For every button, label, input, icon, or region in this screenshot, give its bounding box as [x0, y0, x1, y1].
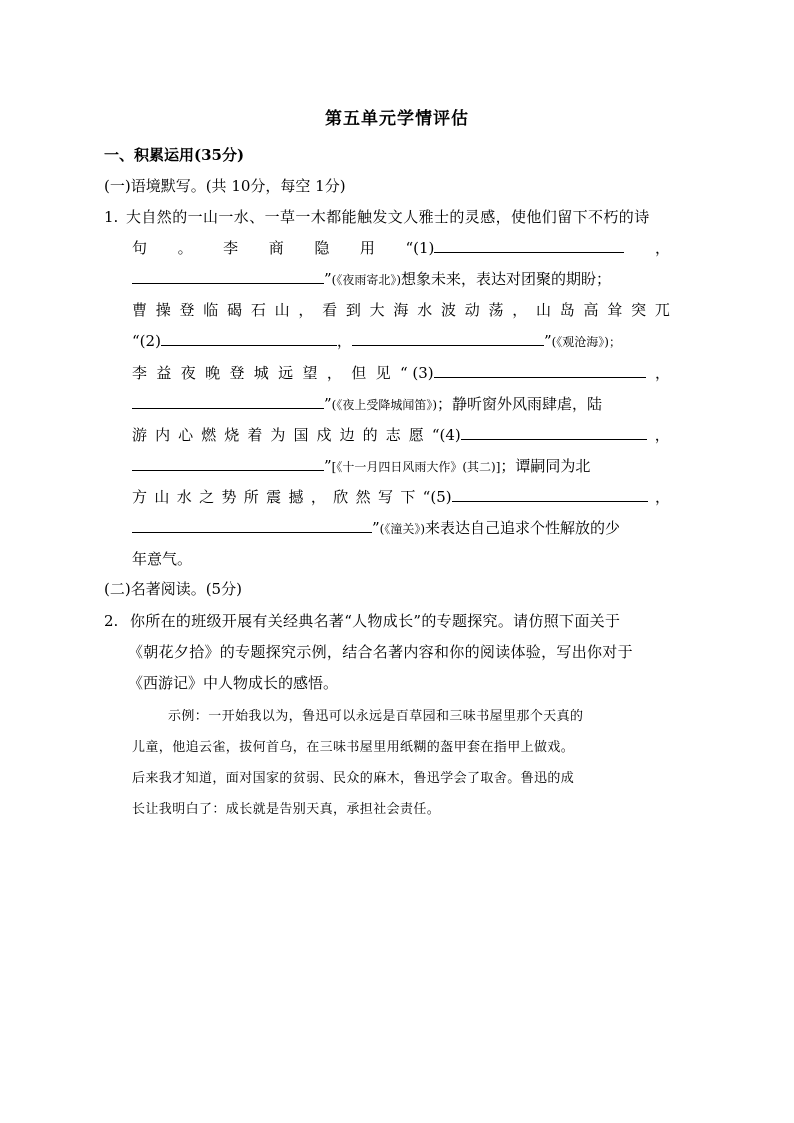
- source-title: (《夜雨寄北》): [331, 273, 402, 287]
- char: 李: [223, 239, 239, 257]
- char: 操: [155, 301, 171, 319]
- char: 夜: [180, 364, 196, 382]
- char: 突: [631, 301, 647, 319]
- char: 欣: [333, 488, 349, 506]
- blank-label: “(2): [132, 332, 161, 350]
- char: 然: [355, 488, 371, 506]
- char: 山: [154, 488, 170, 506]
- part-heading: (二)名著阅读。(5分): [104, 580, 242, 598]
- char: 高: [583, 301, 599, 319]
- char: ，: [336, 332, 352, 350]
- question-line: [132, 424, 670, 446]
- char: 用: [359, 239, 375, 257]
- answer-blank-4a[interactable]: [461, 425, 647, 440]
- question-line: [132, 517, 620, 540]
- question-line: [132, 268, 611, 291]
- char: 为: [270, 426, 286, 444]
- quote-mark: ”: [372, 519, 380, 537]
- example-text: 后来我才知道，面对国家的贫弱、民众的麻木，鲁迅学会了取舍。鲁迅的成: [132, 771, 575, 786]
- question-text: 来表达自己追求个性解放的少: [425, 519, 621, 537]
- char: 但: [351, 364, 367, 382]
- question-text: 你所在的班级开展有关经典名著“人物成长”的专题探究。请仿照下面关于: [130, 612, 621, 630]
- char: 内: [155, 426, 171, 444]
- char: 所: [243, 488, 259, 506]
- char: ，: [654, 488, 670, 506]
- source-title: [《十一月四日风雨大作》(其二)]: [331, 460, 501, 474]
- char: 城: [253, 364, 269, 382]
- char: 石: [250, 301, 266, 319]
- blank-label: “ (3): [399, 364, 434, 382]
- char: 登: [229, 364, 245, 382]
- char: 见: [375, 364, 391, 382]
- char: 李: [132, 364, 148, 382]
- char: 耸: [607, 301, 623, 319]
- char: 商: [268, 239, 284, 257]
- char: 燃: [201, 426, 217, 444]
- char: 愿: [408, 426, 424, 444]
- char: ，: [512, 301, 528, 319]
- answer-blank-2a[interactable]: [161, 331, 337, 346]
- char: 下: [400, 488, 416, 506]
- question-text: 想象未来，表达对团聚的期盼；: [401, 270, 612, 288]
- example-text: 长让我明白了：成长就是告别天真，承担社会责任。: [132, 802, 441, 817]
- quote-mark: ”: [324, 457, 332, 475]
- question-line: [132, 393, 602, 416]
- question-text: 大自然的一山一水、一草一木都能触发文人雅士的灵感，使他们留下不朽的诗: [126, 208, 650, 226]
- question-text: ；谭嗣同为北: [500, 457, 591, 475]
- char: ，: [654, 426, 670, 444]
- char: 碣: [227, 301, 243, 319]
- answer-blank-3b[interactable]: [132, 394, 324, 409]
- question-line: 年意气。: [132, 550, 193, 568]
- char: 曹: [132, 301, 148, 319]
- blank-item: [405, 237, 624, 259]
- quote-mark: ”: [543, 332, 552, 350]
- char: 兀: [654, 301, 670, 319]
- char: 看: [322, 301, 338, 319]
- source-title: (《潼关》): [379, 522, 426, 536]
- char: 山: [536, 301, 552, 319]
- char: 水: [176, 488, 192, 506]
- quote-mark: ”: [324, 395, 332, 413]
- char: 句: [132, 239, 148, 257]
- question-text: 《朝花夕拾》的专题探究示例，结合名著内容和你的阅读体验，写出你对于: [128, 643, 633, 661]
- section-heading: 一、积累运用(35分): [104, 146, 245, 164]
- char: 边: [339, 426, 355, 444]
- char: 国: [293, 426, 309, 444]
- char: 晚: [205, 364, 221, 382]
- char: 戍: [316, 426, 332, 444]
- answer-blank-4b[interactable]: [132, 456, 324, 471]
- char: ，: [310, 488, 326, 506]
- char: 波: [440, 301, 456, 319]
- char: 写: [377, 488, 393, 506]
- blank-label: “(1): [405, 239, 435, 257]
- char: 岛: [559, 301, 575, 319]
- part-heading: (一)语境默写。(共 10分，每空 1分): [104, 177, 346, 195]
- question-line: [132, 299, 670, 321]
- blank-item: [432, 424, 647, 446]
- question-line: [132, 455, 590, 478]
- char: 势: [221, 488, 237, 506]
- char: ，: [298, 301, 314, 319]
- answer-blank-3a[interactable]: [434, 363, 646, 378]
- char: 临: [203, 301, 219, 319]
- question-number: 2.: [104, 612, 119, 630]
- char: 隐: [314, 239, 330, 257]
- char: 震: [266, 488, 282, 506]
- answer-blank-2b[interactable]: [352, 331, 544, 346]
- char: 远: [278, 364, 294, 382]
- answer-blank-1a[interactable]: [434, 238, 624, 253]
- char: 心: [178, 426, 194, 444]
- answer-blank-5a[interactable]: [452, 487, 648, 502]
- question-line: [132, 330, 621, 353]
- blank-label: “(5): [422, 488, 452, 506]
- char: ，: [654, 364, 670, 382]
- source-title: (《夜上受降城闻笛》): [331, 398, 438, 412]
- char: ，: [654, 239, 670, 257]
- char: 动: [464, 301, 480, 319]
- blank-item: [400, 362, 646, 384]
- char: 山: [274, 301, 290, 319]
- question-line: [132, 362, 670, 384]
- char: 水: [417, 301, 433, 319]
- char: 着: [247, 426, 263, 444]
- char: 的: [362, 426, 378, 444]
- answer-blank-1b[interactable]: [132, 269, 324, 284]
- answer-blank-5b[interactable]: [132, 518, 372, 533]
- char: 荡: [488, 301, 504, 319]
- example-text: 示例：一开始我以为，鲁迅可以永远是百草园和三味书屋里那个天真的: [168, 709, 584, 724]
- char: 烧: [224, 426, 240, 444]
- question-text: ；静听窗外风雨肆虐，陆: [437, 395, 603, 413]
- char: 之: [199, 488, 215, 506]
- question-number: 1.: [104, 208, 119, 226]
- question-text: 《西游记》中人物成长的感悟。: [128, 674, 339, 692]
- char: 大: [369, 301, 385, 319]
- char: 方: [132, 488, 148, 506]
- blank-item: [423, 486, 648, 508]
- source-title: (《观沧海》)；: [551, 335, 621, 349]
- question-line: [132, 486, 670, 508]
- char: 志: [385, 426, 401, 444]
- char: 。: [177, 239, 193, 257]
- question-line: [132, 237, 670, 259]
- page-title: 第五单元学情评估: [325, 109, 469, 129]
- char: 撼: [288, 488, 304, 506]
- char: 登: [179, 301, 195, 319]
- example-text: 儿童，他追云雀，拔何首乌，在三味书屋里用纸糊的盔甲套在指甲上做戏。: [132, 740, 575, 755]
- char: 海: [393, 301, 409, 319]
- char: ，: [326, 364, 342, 382]
- quote-mark: ”: [324, 270, 332, 288]
- char: 游: [132, 426, 148, 444]
- char: 益: [156, 364, 172, 382]
- char: 到: [345, 301, 361, 319]
- char: 望: [302, 364, 318, 382]
- blank-label: “(4): [431, 426, 461, 444]
